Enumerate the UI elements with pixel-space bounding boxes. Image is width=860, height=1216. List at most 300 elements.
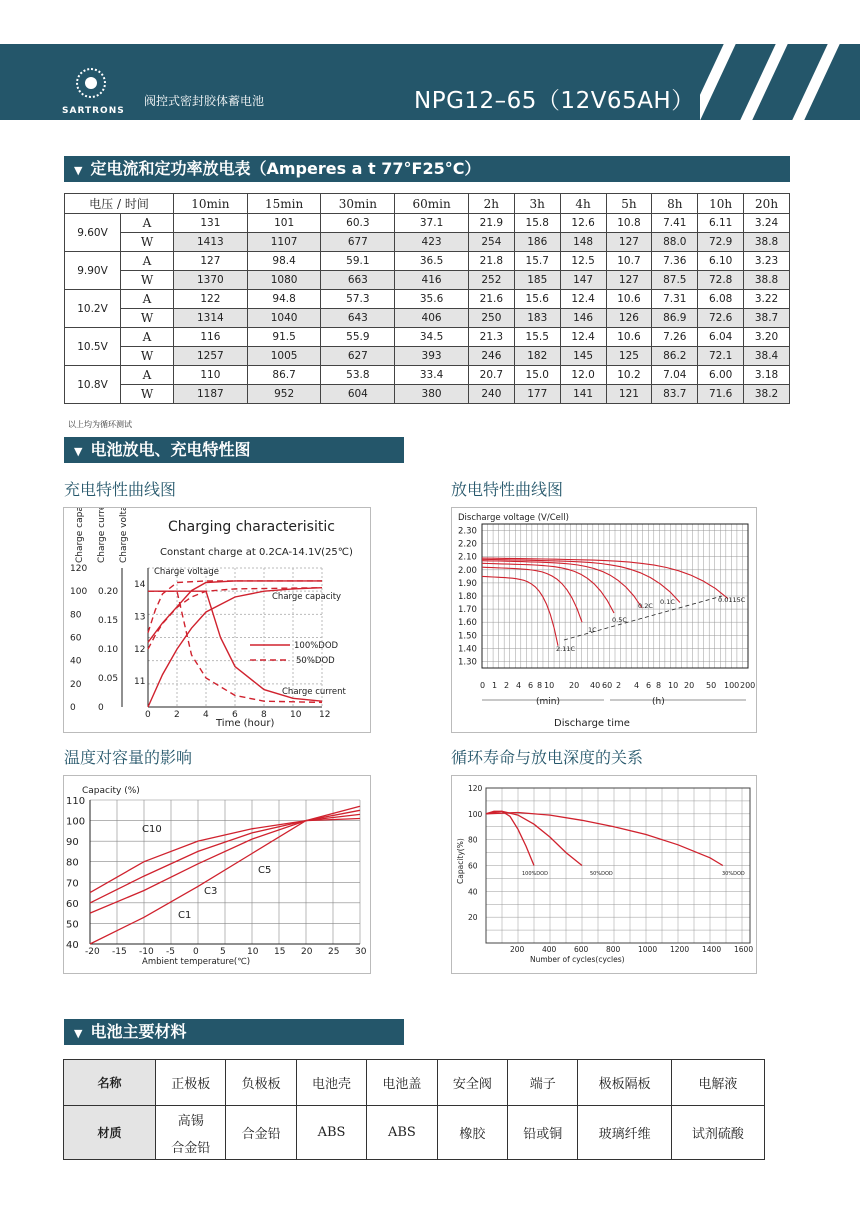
discharge-chart-title: 放电特性曲线图 — [451, 480, 564, 499]
section-heading-charts — [64, 437, 404, 463]
series-label: C5 — [258, 865, 272, 876]
y-tick-label: 100 — [66, 816, 86, 828]
x-tick-label: 200 — [510, 945, 525, 954]
material-header: 正极板 — [156, 1060, 226, 1106]
y-tick-label: 1.50 — [458, 631, 477, 642]
data-cell: 627 — [321, 347, 395, 366]
column-header: 3h — [514, 194, 560, 214]
x-tick-label: 12 — [319, 710, 331, 720]
data-cell: 145 — [560, 347, 606, 366]
curve-label: 0.2C — [638, 602, 653, 610]
x-tick-label: 15 — [274, 947, 286, 957]
y-tick-label: 1.70 — [458, 605, 477, 616]
data-cell: 1005 — [247, 347, 321, 366]
capacity-tick-label: 0 — [70, 703, 76, 713]
temperature-chart — [64, 776, 370, 973]
data-cell: 101 — [247, 214, 321, 233]
x-axis-label: Discharge time — [554, 718, 630, 729]
x-tick-label: 4 — [203, 710, 209, 720]
y-tick-label: 1.40 — [458, 644, 477, 655]
y-tick-label: 1.90 — [458, 578, 477, 589]
current-tick-label: 0 — [98, 703, 104, 713]
x-tick-label: 0 — [145, 710, 151, 720]
data-cell: 1370 — [174, 271, 248, 290]
data-cell: 177 — [514, 385, 560, 404]
data-cell: 131 — [174, 214, 248, 233]
data-cell: 21.8 — [468, 252, 514, 271]
annotation-label: Charge voltage — [154, 567, 219, 577]
unit-cell: W — [121, 233, 174, 252]
current-tick-label: 0.10 — [98, 645, 119, 656]
annotation-label: Charge capacity — [272, 592, 342, 602]
capacity-tick-label: 20 — [70, 679, 82, 690]
data-cell: 127 — [606, 233, 652, 252]
column-header: 20h — [744, 194, 790, 214]
x-tick-label: 25 — [328, 947, 340, 957]
data-cell: 21.9 — [468, 214, 514, 233]
data-cell: 15.6 — [514, 290, 560, 309]
y-axis-label: Charge current (CA) — [97, 508, 107, 563]
data-cell: 254 — [468, 233, 514, 252]
data-cell: 1413 — [174, 233, 248, 252]
data-cell: 1314 — [174, 309, 248, 328]
material-value: 橡胶 — [437, 1106, 507, 1160]
data-cell: 38.8 — [744, 233, 790, 252]
data-cell: 127 — [606, 271, 652, 290]
brand-name: SARTRONS — [62, 106, 125, 116]
data-cell: 125 — [606, 347, 652, 366]
x-unit-h: (h) — [652, 697, 665, 707]
data-cell: 10.7 — [606, 252, 652, 271]
chart-title: Charging characterisitic — [168, 519, 335, 535]
table-row — [65, 290, 790, 309]
temperature-chart-title: 温度对容量的影响 — [64, 748, 193, 767]
data-cell: 72.1 — [698, 347, 744, 366]
data-cell: 3.22 — [744, 290, 790, 309]
data-cell: 33.4 — [395, 366, 469, 385]
y-tick-label: 1.80 — [458, 592, 477, 602]
data-cell: 83.7 — [652, 385, 698, 404]
series-label: C3 — [204, 886, 218, 897]
legend-label: 50%DOD — [296, 656, 335, 666]
data-cell: 38.8 — [744, 271, 790, 290]
data-cell: 10.6 — [606, 328, 652, 347]
y-tick-label: 40 — [468, 887, 478, 897]
data-cell: 36.5 — [395, 252, 469, 271]
x-tick-label: 400 — [542, 945, 557, 954]
data-cell: 86.7 — [247, 366, 321, 385]
curve-label: 2.11C — [556, 645, 576, 653]
data-cell: 643 — [321, 309, 395, 328]
table-row — [65, 252, 790, 271]
table-row — [65, 309, 790, 328]
material-header: 电池壳 — [296, 1060, 366, 1106]
data-cell: 6.08 — [698, 290, 744, 309]
data-cell: 240 — [468, 385, 514, 404]
data-cell: 252 — [468, 271, 514, 290]
y-tick-label: 120 — [468, 784, 483, 793]
data-cell: 416 — [395, 271, 469, 290]
column-header: 10min — [174, 194, 248, 214]
x-tick-label: 1400 — [702, 945, 722, 954]
y-tick-label: 2.10 — [458, 552, 477, 563]
material-value: ABS — [296, 1106, 366, 1160]
data-cell: 38.2 — [744, 385, 790, 404]
x-tick-label-h: 20 — [684, 681, 695, 690]
voltage-tick-label: 11 — [134, 677, 146, 688]
data-cell: 3.18 — [744, 366, 790, 385]
header-banner — [0, 44, 860, 120]
data-cell: 37.1 — [395, 214, 469, 233]
data-cell: 57.3 — [321, 290, 395, 309]
materials-row-label: 材质 — [64, 1106, 156, 1160]
data-cell: 185 — [514, 271, 560, 290]
voltage-tick-label: 12 — [134, 644, 146, 655]
x-tick-label: -10 — [139, 947, 154, 957]
y-tick-label: 80 — [468, 835, 478, 845]
capacity-tick-label: 80 — [70, 610, 82, 621]
data-cell: 15.0 — [514, 366, 560, 385]
data-cell: 12.4 — [560, 290, 606, 309]
data-cell: 7.26 — [652, 328, 698, 347]
data-cell: 72.6 — [698, 309, 744, 328]
material-value: 玻璃纤维 — [578, 1106, 671, 1160]
model-title: NPG12–65（12V65AH） — [414, 88, 695, 114]
data-cell: 38.4 — [744, 347, 790, 366]
data-cell: 12.5 — [560, 252, 606, 271]
capacity-tick-label: 40 — [70, 656, 82, 667]
x-tick-label-h: 50 — [706, 681, 717, 690]
data-cell: 186 — [514, 233, 560, 252]
x-tick-label-min: 4 — [516, 681, 522, 690]
y-tick-label: 1.60 — [458, 618, 477, 629]
data-cell: 71.6 — [698, 385, 744, 404]
x-tick-label-min: 40 — [590, 681, 601, 690]
data-cell: 121 — [606, 385, 652, 404]
data-cell: 1257 — [174, 347, 248, 366]
voltage-cell: 10.5V — [65, 328, 121, 366]
data-cell: 15.5 — [514, 328, 560, 347]
data-cell: 7.04 — [652, 366, 698, 385]
data-cell: 182 — [514, 347, 560, 366]
x-tick-label: -5 — [166, 947, 175, 957]
y-tick-label: 60 — [468, 861, 478, 871]
capacity-tick-label: 100 — [70, 587, 88, 598]
y-tick-label: 110 — [66, 796, 86, 807]
data-cell: 393 — [395, 347, 469, 366]
y-tick-label: 90 — [66, 837, 79, 849]
material-header: 电解液 — [671, 1060, 764, 1106]
unit-cell: W — [121, 271, 174, 290]
data-cell: 250 — [468, 309, 514, 328]
annotation-label: Charge current — [282, 687, 346, 697]
x-tick-label: -15 — [112, 947, 127, 957]
data-cell: 110 — [174, 366, 248, 385]
data-cell: 35.6 — [395, 290, 469, 309]
y-tick-label: 40 — [66, 940, 79, 951]
curve-label: 0.0115C — [718, 596, 746, 604]
cycle-chart-panel — [451, 775, 757, 974]
data-cell: 116 — [174, 328, 248, 347]
section-title: 电池主要材料 — [90, 1022, 187, 1041]
series-label: 100%DOD — [522, 871, 548, 877]
x-unit-min: (min) — [536, 697, 560, 707]
data-cell: 122 — [174, 290, 248, 309]
data-cell: 72.9 — [698, 233, 744, 252]
data-cell: 15.8 — [514, 214, 560, 233]
x-tick-label: 800 — [606, 945, 621, 954]
data-cell: 21.3 — [468, 328, 514, 347]
data-cell: 15.7 — [514, 252, 560, 271]
x-tick-label-min: 20 — [569, 681, 580, 690]
data-cell: 34.5 — [395, 328, 469, 347]
y-tick-label: 60 — [66, 898, 79, 910]
triangle-icon: ▼ — [74, 164, 83, 177]
x-tick-label: 8 — [261, 710, 267, 720]
x-tick-label: 2 — [174, 710, 180, 720]
x-tick-label-h: 4 — [634, 681, 640, 690]
table-note: 以上均为循环测试 — [68, 420, 132, 429]
table-row — [65, 271, 790, 290]
data-cell: 127 — [174, 252, 248, 271]
data-cell: 6.10 — [698, 252, 744, 271]
material-header: 电池盖 — [367, 1060, 437, 1106]
data-cell: 53.8 — [321, 366, 395, 385]
sartrons-logo-icon — [76, 68, 106, 98]
series-line — [486, 813, 723, 866]
y-tick-label: 70 — [66, 878, 79, 890]
x-tick-label: 20 — [301, 947, 313, 957]
cycle-chart — [452, 776, 756, 973]
material-cell-positive — [156, 1106, 226, 1160]
y-tick-label: 20 — [468, 913, 478, 923]
data-cell: 88.0 — [652, 233, 698, 252]
current-tick-label: 0.20 — [98, 587, 119, 598]
x-tick-label: 30 — [355, 947, 367, 957]
y-tick-label: 100 — [468, 809, 483, 819]
y-axis-label: Charge capacity (%) — [75, 508, 85, 563]
data-cell: 59.1 — [321, 252, 395, 271]
data-cell: 72.8 — [698, 271, 744, 290]
discharge-curve — [482, 563, 614, 613]
corner-cell: 电压 / 时间 — [65, 194, 174, 214]
voltage-tick-label: 13 — [134, 612, 146, 623]
legend-label: 100%DOD — [294, 641, 339, 651]
curve-label: 0.5C — [612, 616, 627, 624]
data-cell: 12.4 — [560, 328, 606, 347]
discharge-chart — [452, 508, 756, 732]
table-row — [65, 385, 790, 404]
series-label: C1 — [178, 910, 192, 921]
x-axis-label: Number of cycles(cycles) — [530, 955, 625, 964]
x-tick-label-h: 100 — [724, 681, 740, 690]
unit-cell: A — [121, 214, 174, 233]
data-cell: 246 — [468, 347, 514, 366]
x-tick-label-min: 60 — [602, 681, 613, 690]
material-value: 铅或铜 — [508, 1106, 578, 1160]
table-row — [65, 347, 790, 366]
column-header: 15min — [247, 194, 321, 214]
data-cell: 663 — [321, 271, 395, 290]
x-tick-label-h: 2 — [616, 681, 622, 690]
current-tick-label: 0.15 — [98, 616, 119, 627]
data-cell: 10.8 — [606, 214, 652, 233]
cycle-chart-title: 循环寿命与放电深度的关系 — [451, 748, 644, 767]
curve-label: 0.1C — [660, 598, 675, 606]
data-cell: 10.2 — [606, 366, 652, 385]
data-cell: 86.2 — [652, 347, 698, 366]
data-cell: 677 — [321, 233, 395, 252]
series-label: C10 — [142, 824, 162, 835]
data-cell: 952 — [247, 385, 321, 404]
data-cell: 7.41 — [652, 214, 698, 233]
unit-cell: A — [121, 366, 174, 385]
column-header: 5h — [606, 194, 652, 214]
data-cell: 380 — [395, 385, 469, 404]
material-value: 合金铅 — [226, 1106, 296, 1160]
y-tick-label: 2.20 — [458, 539, 477, 550]
x-tick-label: 6 — [232, 710, 238, 720]
materials-value-row — [64, 1106, 765, 1160]
x-tick-label: 1600 — [734, 945, 754, 954]
x-axis-label: Time (hour) — [216, 718, 275, 729]
data-cell: 423 — [395, 233, 469, 252]
x-tick-label-h: 8 — [656, 681, 662, 690]
section-title: 定电流和定功率放电表（Amperes a t 77°F25°C） — [90, 159, 481, 178]
x-tick-label: -20 — [85, 947, 100, 957]
x-tick-label-min: 0 — [480, 681, 486, 690]
data-cell: 604 — [321, 385, 395, 404]
material-value-line2: 合金铅 — [171, 1140, 211, 1156]
data-cell: 6.11 — [698, 214, 744, 233]
x-tick-label-min: 6 — [528, 681, 534, 690]
voltage-cell: 10.8V — [65, 366, 121, 404]
charge-chart — [64, 508, 370, 732]
unit-cell: W — [121, 309, 174, 328]
data-cell: 3.24 — [744, 214, 790, 233]
x-tick-label-h: 10 — [668, 681, 679, 690]
curve-label: 1C — [588, 626, 597, 634]
y-tick-label: 50 — [66, 919, 79, 931]
x-tick-label: 10 — [247, 947, 259, 957]
data-cell: 406 — [395, 309, 469, 328]
data-cell: 147 — [560, 271, 606, 290]
column-header: 10h — [698, 194, 744, 214]
data-cell: 6.00 — [698, 366, 744, 385]
data-cell: 60.3 — [321, 214, 395, 233]
unit-cell: W — [121, 347, 174, 366]
material-header: 负极板 — [226, 1060, 296, 1106]
x-tick-label: 5 — [220, 947, 226, 957]
x-axis-label: Ambient temperature(℃) — [142, 957, 251, 967]
unit-cell: W — [121, 385, 174, 404]
column-header: 8h — [652, 194, 698, 214]
material-value: ABS — [367, 1106, 437, 1160]
current-tick-label: 0.05 — [98, 674, 119, 685]
chart-title: Discharge voltage (V/Cell) — [458, 513, 569, 523]
capacity-tick-label: 60 — [70, 633, 82, 644]
data-cell: 1080 — [247, 271, 321, 290]
data-cell: 3.20 — [744, 328, 790, 347]
charge-chart-panel — [63, 507, 371, 733]
voltage-cell: 10.2V — [65, 290, 121, 328]
data-cell: 7.36 — [652, 252, 698, 271]
data-cell: 91.5 — [247, 328, 321, 347]
data-cell: 87.5 — [652, 271, 698, 290]
data-cell: 6.04 — [698, 328, 744, 347]
data-cell: 1187 — [174, 385, 248, 404]
data-cell: 21.6 — [468, 290, 514, 309]
x-tick-label-min: 8 — [537, 681, 543, 690]
x-tick-label: 0 — [193, 947, 199, 957]
material-header: 极板隔板 — [578, 1060, 671, 1106]
table-row — [65, 328, 790, 347]
discharge-chart-panel — [451, 507, 757, 733]
triangle-icon: ▼ — [74, 445, 83, 458]
product-subtitle: 阀控式密封胶体蓄电池 — [144, 94, 265, 108]
materials-header-row — [64, 1060, 765, 1106]
y-axis-label: Charge voltage (V) — [119, 508, 129, 563]
material-value: 高锡 — [177, 1113, 204, 1129]
section-heading-discharge-table — [64, 156, 790, 182]
x-tick-label-min: 10 — [544, 681, 555, 690]
data-cell: 1040 — [247, 309, 321, 328]
material-header: 端子 — [508, 1060, 578, 1106]
unit-cell: A — [121, 252, 174, 271]
unit-cell: A — [121, 290, 174, 309]
series-label: 50%DOD — [590, 871, 613, 877]
column-header: 30min — [321, 194, 395, 214]
material-header: 安全阀 — [437, 1060, 507, 1106]
voltage-cell: 9.90V — [65, 252, 121, 290]
table-row — [65, 214, 790, 233]
data-cell: 126 — [606, 309, 652, 328]
x-tick-label-h: 200 — [740, 681, 756, 690]
x-tick-label: 10 — [290, 710, 302, 720]
section-title: 电池放电、充电特性图 — [90, 440, 251, 459]
data-cell: 148 — [560, 233, 606, 252]
data-cell: 3.23 — [744, 252, 790, 271]
y-tick-label: 80 — [66, 857, 79, 869]
data-cell: 12.6 — [560, 214, 606, 233]
charge-chart-title: 充电特性曲线图 — [64, 480, 177, 499]
series-label: 30%DOD — [722, 871, 745, 877]
column-header: 2h — [468, 194, 514, 214]
data-cell: 141 — [560, 385, 606, 404]
data-cell: 10.6 — [606, 290, 652, 309]
table-row — [65, 233, 790, 252]
materials-header-label: 名称 — [64, 1060, 156, 1106]
voltage-tick-label: 14 — [134, 580, 146, 591]
x-tick-label-min: 1 — [492, 681, 498, 690]
chart-subtitle: Constant charge at 0.2CA-14.1V(25℃) — [160, 547, 353, 558]
temperature-chart-panel — [63, 775, 371, 974]
y-axis-label: Capacity(%) — [456, 838, 465, 884]
data-cell: 55.9 — [321, 328, 395, 347]
y-tick-label: 2.00 — [458, 565, 477, 576]
unit-cell: A — [121, 328, 174, 347]
data-cell: 86.9 — [652, 309, 698, 328]
y-tick-label: 1.30 — [458, 657, 477, 668]
column-header: 4h — [560, 194, 606, 214]
data-cell: 1107 — [247, 233, 321, 252]
chart-title: Capacity (%) — [82, 786, 140, 796]
discharge-table — [64, 193, 790, 404]
data-cell: 12.0 — [560, 366, 606, 385]
x-tick-label-h: 6 — [646, 681, 652, 690]
voltage-cell: 9.60V — [65, 214, 121, 252]
table-header-row — [65, 194, 790, 214]
